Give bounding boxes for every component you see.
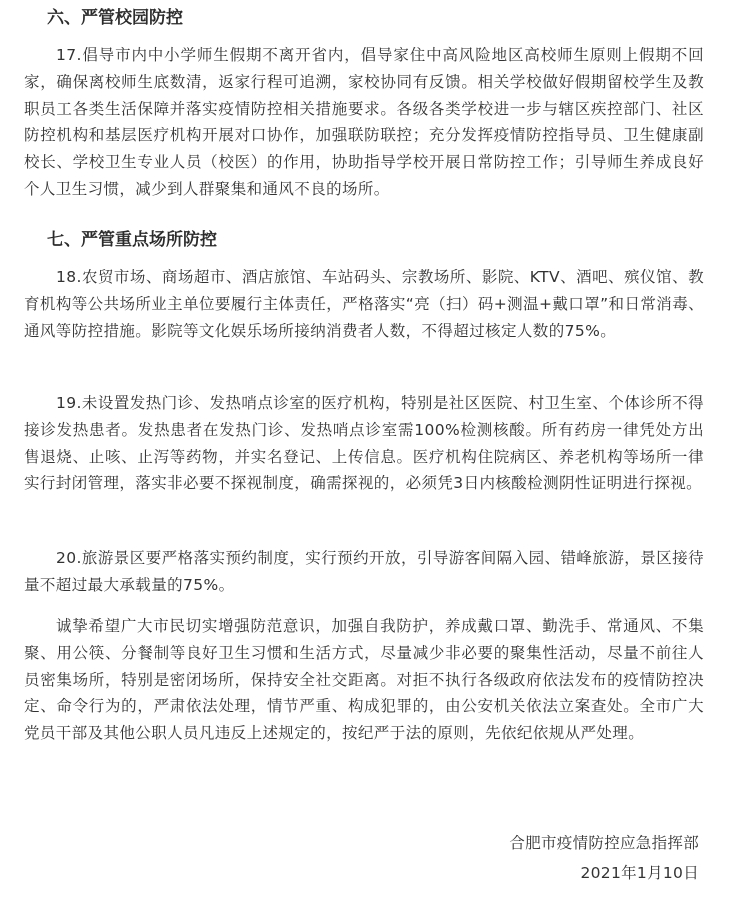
section-7-heading: 七、严管重点场所防控 <box>47 230 217 250</box>
issue-date: 2021年1月10日 <box>580 864 699 882</box>
issuer-name: 合肥市疫情防控应急指挥部 <box>509 834 699 852</box>
paragraph-20: 20.旅游景区要严格落实预约制度，实行预约开放，引导游客间隔入园、错峰旅游，景区接待量不超过最大承载量的75%。 <box>24 549 704 594</box>
section-6-heading: 六、严管校园防控 <box>47 8 183 28</box>
closing-paragraph: 诚挚希望广大市民切实增强防范意识，加强自我防护，养成戴口罩、勤洗手、常通风、不集聚、用公筷、分餐制等良好卫生习惯和生活方式，尽量减少非必要的聚集性活动，尽量不前往人员密集场所，特别是密闭场所，保持安全社交距离。对拒不执行各级政府依法发布的疫情防控决定、命令行为的，严肃依法处理，情节严重、构成犯罪的，由公安机关依法立案查处。全市广大党员干部及其他公职人员凡违反上述规定的，按纪严于法的原则，先依纪依规从严处理。 <box>24 617 704 743</box>
paragraph-17: 17.倡导市内中小学师生假期不离开省内，倡导家住中高风险地区高校师生原则上假期不回家，确保离校师生底数清，返家行程可追溯，家校协同有反馈。相关学校做好假期留校学生及教职员工各类生活保障并落实疫情防控相关措施要求。各级各类学校进一步与辖区疾控部门、社区防控机构和基层医疗机构开展对口协作，加强联防联控；充分发挥疫情防控指导员、卫生健康副校长、学校卫生专业人员（校医）的作用，协助指导学校开展日常防控工作；引导师生养成良好个人卫生习惯，减少到人群聚集和通风不良的场所。 <box>24 46 704 198</box>
paragraph-19: 19.未设置发热门诊、发热哨点诊室的医疗机构，特别是社区医院、村卫生室、个体诊所不得接诊发热患者。发热患者在发热门诊、发热哨点诊室需100%检测核酸。所有药房一律凭处方出售退烧、止咳、止泻等药物，并实名登记、上传信息。医疗机构住院病区、养老机构等场所一律实行封闭管理，落实非必要不探视制度，确需探视的，必须凭3日内核酸检测阴性证明进行探视。 <box>24 394 704 493</box>
paragraph-18: 18.农贸市场、商场超市、酒店旅馆、车站码头、宗教场所、影院、KTV、酒吧、殡仪馆、教育机构等公共场所业主单位要履行主体责任，严格落实“亮（扫）码+测温+戴口罩”和日常消毒、通风等防控措施。影院等文化娱乐场所接纳消费者人数，不得超过核定人数的75%。 <box>24 268 704 340</box>
